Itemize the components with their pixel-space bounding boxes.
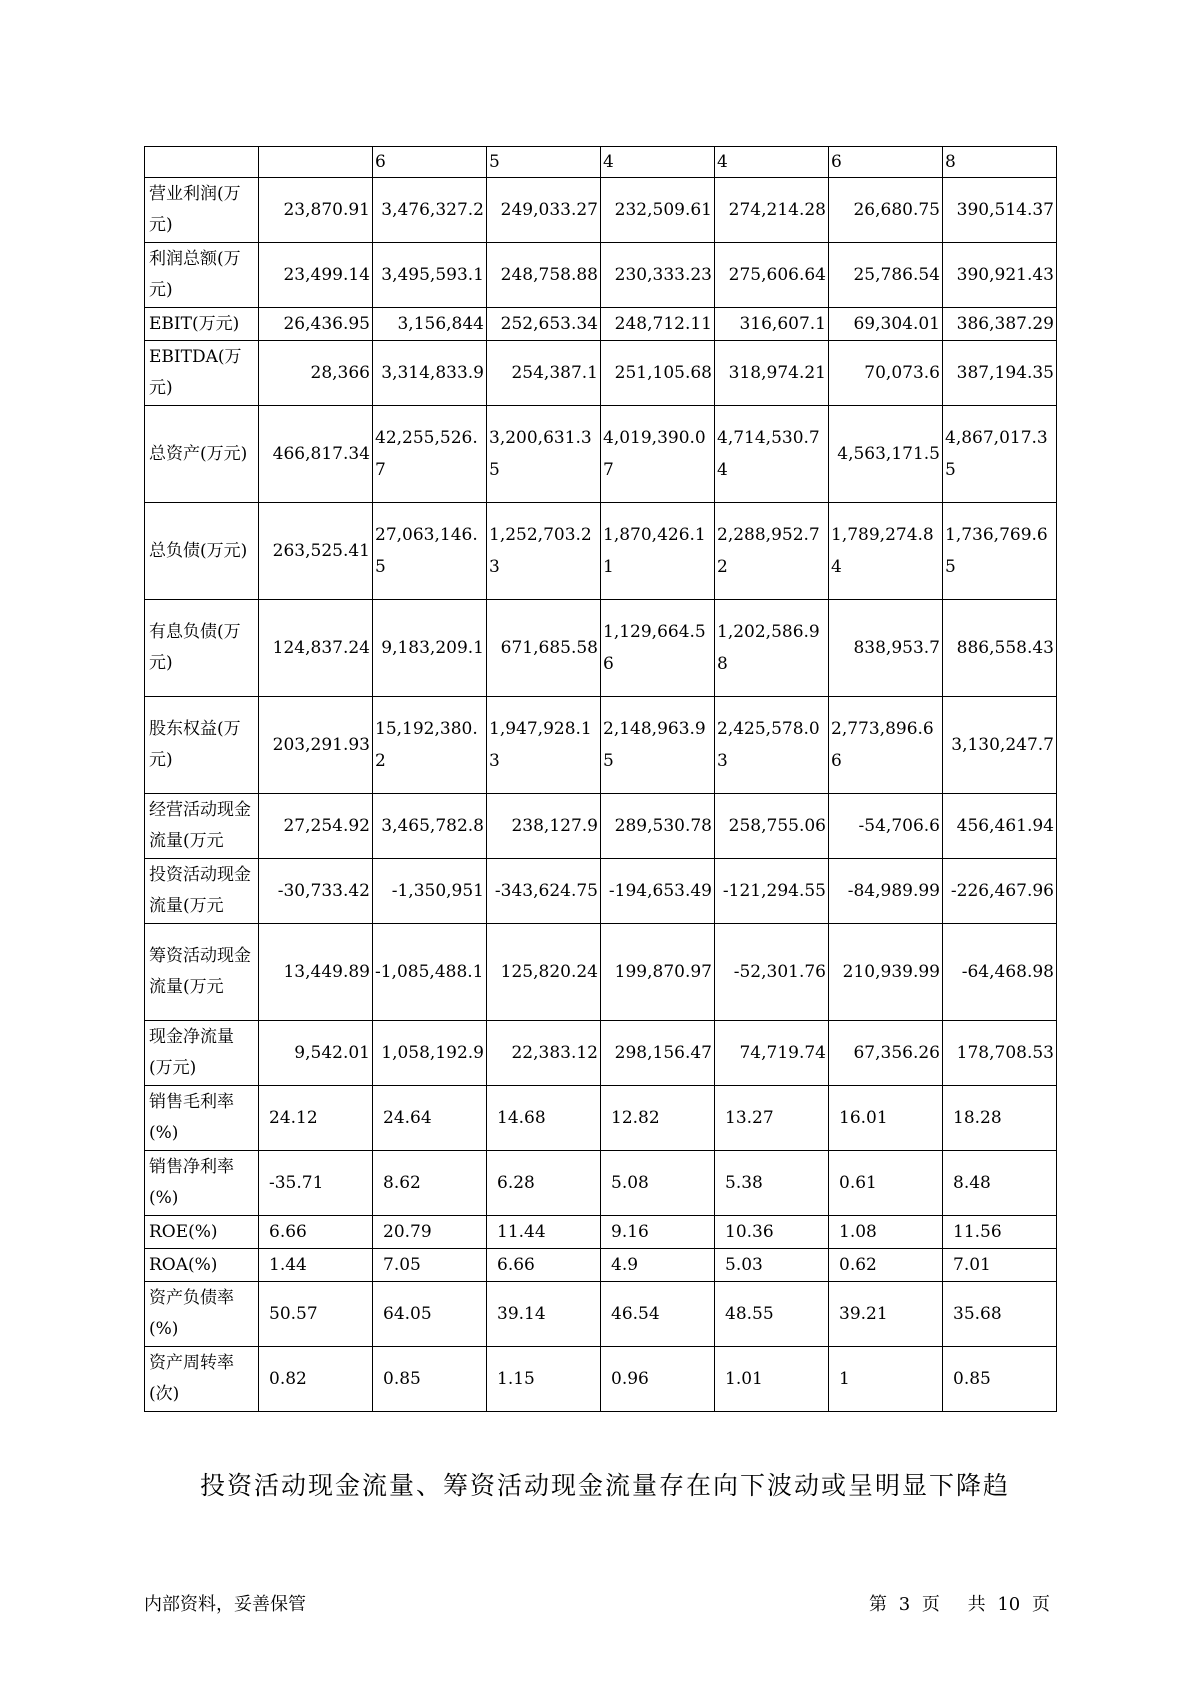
- table-cell: -121,294.55: [715, 859, 829, 924]
- table-cell: 238,127.9: [487, 794, 601, 859]
- table-cell: 275,606.64: [715, 243, 829, 308]
- row-label: 总资产(万元): [145, 406, 259, 503]
- table-cell: 390,514.37: [943, 178, 1057, 243]
- row-label: 营业利润(万元): [145, 178, 259, 243]
- table-cell: 4,019,390.07: [601, 406, 715, 503]
- table-cell: 6: [829, 147, 943, 178]
- financial-table: [144, 146, 1057, 1412]
- table-cell: 2,425,578.03: [715, 697, 829, 794]
- table-cell: -30,733.42: [259, 859, 373, 924]
- table-cell: 1,947,928.13: [487, 697, 601, 794]
- table-row: [145, 243, 1057, 308]
- table-row: [145, 1151, 1057, 1216]
- table-cell: 13,449.89: [259, 924, 373, 1021]
- table-row: [145, 341, 1057, 406]
- page-unit: 页: [921, 1594, 940, 1615]
- table-cell: 838,953.7: [829, 600, 943, 697]
- table-cell: 20.79: [373, 1216, 487, 1249]
- table-row: [145, 924, 1057, 1021]
- table-cell: 178,708.53: [943, 1021, 1057, 1086]
- table-row: [145, 503, 1057, 600]
- row-label: ROA(%): [145, 1249, 259, 1282]
- row-label: [145, 147, 259, 178]
- table-cell: 26,436.95: [259, 308, 373, 341]
- table-cell: 5.08: [601, 1151, 715, 1216]
- table-cell: -194,653.49: [601, 859, 715, 924]
- table-cell: 199,870.97: [601, 924, 715, 1021]
- table-cell: 6.28: [487, 1151, 601, 1216]
- table-cell: 263,525.41: [259, 503, 373, 600]
- row-label: 利润总额(万元): [145, 243, 259, 308]
- table-cell: 10.36: [715, 1216, 829, 1249]
- table-cell: 7.01: [943, 1249, 1057, 1282]
- total-prefix: 共: [967, 1594, 986, 1615]
- table-cell: 39.14: [487, 1282, 601, 1347]
- table-cell: 24.64: [373, 1086, 487, 1151]
- table-cell: 8.48: [943, 1151, 1057, 1216]
- table-cell: 1.44: [259, 1249, 373, 1282]
- footer-confidential-note: 内部资料，妥善保管: [144, 1594, 306, 1615]
- row-label: 筹资活动现金流量(万元: [145, 924, 259, 1021]
- table-cell: 5: [487, 147, 601, 178]
- table-cell: 5.03: [715, 1249, 829, 1282]
- table-cell: 466,817.34: [259, 406, 373, 503]
- row-label: 销售净利率(%): [145, 1151, 259, 1216]
- table-cell: 2,148,963.95: [601, 697, 715, 794]
- table-cell: 1: [829, 1347, 943, 1412]
- table-cell: 886,558.43: [943, 600, 1057, 697]
- table-cell: 1,202,586.98: [715, 600, 829, 697]
- table-cell: 50.57: [259, 1282, 373, 1347]
- table-cell: 3,465,782.8: [373, 794, 487, 859]
- table-cell: 125,820.24: [487, 924, 601, 1021]
- table-cell: 3,495,593.1: [373, 243, 487, 308]
- table-cell: 0.61: [829, 1151, 943, 1216]
- table-cell: 671,685.58: [487, 600, 601, 697]
- table-cell: -1,085,488.1: [373, 924, 487, 1021]
- table-cell: 124,837.24: [259, 600, 373, 697]
- table-cell: 14.68: [487, 1086, 601, 1151]
- table-cell: 387,194.35: [943, 341, 1057, 406]
- table-cell: 289,530.78: [601, 794, 715, 859]
- table-cell: 210,939.99: [829, 924, 943, 1021]
- table-cell: 274,214.28: [715, 178, 829, 243]
- table-cell: 3,200,631.35: [487, 406, 601, 503]
- table-cell: 5.38: [715, 1151, 829, 1216]
- table-cell: -64,468.98: [943, 924, 1057, 1021]
- table-cell: 18.28: [943, 1086, 1057, 1151]
- table-cell: -343,624.75: [487, 859, 601, 924]
- table-cell: 1,252,703.23: [487, 503, 601, 600]
- table-cell: 298,156.47: [601, 1021, 715, 1086]
- table-cell: 4.9: [601, 1249, 715, 1282]
- row-label: 投资活动现金流量(万元: [145, 859, 259, 924]
- table-cell: 248,712.11: [601, 308, 715, 341]
- row-label: 经营活动现金流量(万元: [145, 794, 259, 859]
- table-row: [145, 1347, 1057, 1412]
- table-cell: 23,870.91: [259, 178, 373, 243]
- table-cell: 69,304.01: [829, 308, 943, 341]
- table-row: [145, 406, 1057, 503]
- table-row: [145, 1216, 1057, 1249]
- financial-table-body: [145, 147, 1057, 1412]
- row-label: 销售毛利率(%): [145, 1086, 259, 1151]
- table-cell: 1.01: [715, 1347, 829, 1412]
- table-cell: -1,350,951: [373, 859, 487, 924]
- table-cell: 25,786.54: [829, 243, 943, 308]
- table-cell: 24.12: [259, 1086, 373, 1151]
- table-cell: 8: [943, 147, 1057, 178]
- table-cell: 4,563,171.5: [829, 406, 943, 503]
- table-cell: 0.96: [601, 1347, 715, 1412]
- table-row: [145, 1021, 1057, 1086]
- table-row: [145, 794, 1057, 859]
- table-row: [145, 1282, 1057, 1347]
- table-row: [145, 600, 1057, 697]
- table-cell: 1,789,274.84: [829, 503, 943, 600]
- table-row: [145, 697, 1057, 794]
- row-label: ROE(%): [145, 1216, 259, 1249]
- table-cell: 1,736,769.65: [943, 503, 1057, 600]
- row-label: 总负债(万元): [145, 503, 259, 600]
- table-cell: 67,356.26: [829, 1021, 943, 1086]
- table-cell: 12.82: [601, 1086, 715, 1151]
- table-cell: 74,719.74: [715, 1021, 829, 1086]
- table-cell: 11.56: [943, 1216, 1057, 1249]
- table-cell: 1,870,426.11: [601, 503, 715, 600]
- table-cell: 1,058,192.9: [373, 1021, 487, 1086]
- row-label: EBIT(万元): [145, 308, 259, 341]
- table-cell: -52,301.76: [715, 924, 829, 1021]
- table-cell: 7.05: [373, 1249, 487, 1282]
- table-cell: 48.55: [715, 1282, 829, 1347]
- table-cell: 254,387.1: [487, 341, 601, 406]
- table-row: [145, 1249, 1057, 1282]
- table-cell: 249,033.27: [487, 178, 601, 243]
- table-cell: 4,714,530.74: [715, 406, 829, 503]
- table-cell: 2,773,896.66: [829, 697, 943, 794]
- table-cell: 251,105.68: [601, 341, 715, 406]
- table-cell: 64.05: [373, 1282, 487, 1347]
- table-cell: 316,607.1: [715, 308, 829, 341]
- body-paragraph: 投资活动现金流量、筹资活动现金流量存在向下波动或呈明显下降趋: [200, 1471, 1011, 1500]
- row-label: 资产周转率(次): [145, 1347, 259, 1412]
- table-cell: 15,192,380.2: [373, 697, 487, 794]
- table-cell: 4: [601, 147, 715, 178]
- table-row: [145, 1086, 1057, 1151]
- table-cell: 13.27: [715, 1086, 829, 1151]
- table-cell: 0.85: [943, 1347, 1057, 1412]
- table-cell: 0.82: [259, 1347, 373, 1412]
- table-cell: 230,333.23: [601, 243, 715, 308]
- table-cell: 23,499.14: [259, 243, 373, 308]
- table-cell: 6.66: [487, 1249, 601, 1282]
- table-cell: 9,183,209.1: [373, 600, 487, 697]
- table-cell: 0.62: [829, 1249, 943, 1282]
- table-cell: 6.66: [259, 1216, 373, 1249]
- table-row: [145, 308, 1057, 341]
- total-pages: 10: [997, 1594, 1021, 1615]
- total-unit: 页: [1032, 1594, 1050, 1615]
- table-cell: 46.54: [601, 1282, 715, 1347]
- table-cell: 1.08: [829, 1216, 943, 1249]
- table-cell: 27,063,146.5: [373, 503, 487, 600]
- table-cell: 28,366: [259, 341, 373, 406]
- table-cell: 11.44: [487, 1216, 601, 1249]
- table-cell: -54,706.6: [829, 794, 943, 859]
- table-cell: 16.01: [829, 1086, 943, 1151]
- table-cell: 3,476,327.2: [373, 178, 487, 243]
- row-label: EBITDA(万元): [145, 341, 259, 406]
- table-cell: [259, 147, 373, 178]
- page-number: 3: [898, 1594, 911, 1615]
- table-cell: 232,509.61: [601, 178, 715, 243]
- row-label: 资产负债率(%): [145, 1282, 259, 1347]
- table-cell: 456,461.94: [943, 794, 1057, 859]
- page-prefix: 第: [868, 1594, 887, 1615]
- table-cell: 318,974.21: [715, 341, 829, 406]
- table-cell: 4: [715, 147, 829, 178]
- footer-page-indicator: [869, 1590, 1050, 1616]
- table-row: [145, 147, 1057, 178]
- row-label: 股东权益(万元): [145, 697, 259, 794]
- table-cell: 3,130,247.7: [943, 697, 1057, 794]
- table-cell: 26,680.75: [829, 178, 943, 243]
- table-cell: 386,387.29: [943, 308, 1057, 341]
- table-cell: -84,989.99: [829, 859, 943, 924]
- row-label: 有息负债(万元): [145, 600, 259, 697]
- table-cell: 6: [373, 147, 487, 178]
- table-cell: 2,288,952.72: [715, 503, 829, 600]
- table-cell: 39.21: [829, 1282, 943, 1347]
- table-cell: 203,291.93: [259, 697, 373, 794]
- table-cell: 27,254.92: [259, 794, 373, 859]
- table-cell: 3,156,844: [373, 308, 487, 341]
- table-cell: 35.68: [943, 1282, 1057, 1347]
- table-cell: 9,542.01: [259, 1021, 373, 1086]
- row-label: 现金净流量(万元): [145, 1021, 259, 1086]
- table-cell: 1,129,664.56: [601, 600, 715, 697]
- table-cell: 0.85: [373, 1347, 487, 1412]
- table-cell: -35.71: [259, 1151, 373, 1216]
- table-cell: 248,758.88: [487, 243, 601, 308]
- table-cell: 42,255,526.7: [373, 406, 487, 503]
- table-cell: 8.62: [373, 1151, 487, 1216]
- table-cell: 252,653.34: [487, 308, 601, 341]
- table-row: [145, 859, 1057, 924]
- table-cell: 3,314,833.9: [373, 341, 487, 406]
- table-row: [145, 178, 1057, 243]
- table-cell: 258,755.06: [715, 794, 829, 859]
- table-cell: 4,867,017.35: [943, 406, 1057, 503]
- table-cell: 9.16: [601, 1216, 715, 1249]
- table-cell: 22,383.12: [487, 1021, 601, 1086]
- table-cell: 1.15: [487, 1347, 601, 1412]
- table-cell: -226,467.96: [943, 859, 1057, 924]
- table-cell: 390,921.43: [943, 243, 1057, 308]
- table-cell: 70,073.6: [829, 341, 943, 406]
